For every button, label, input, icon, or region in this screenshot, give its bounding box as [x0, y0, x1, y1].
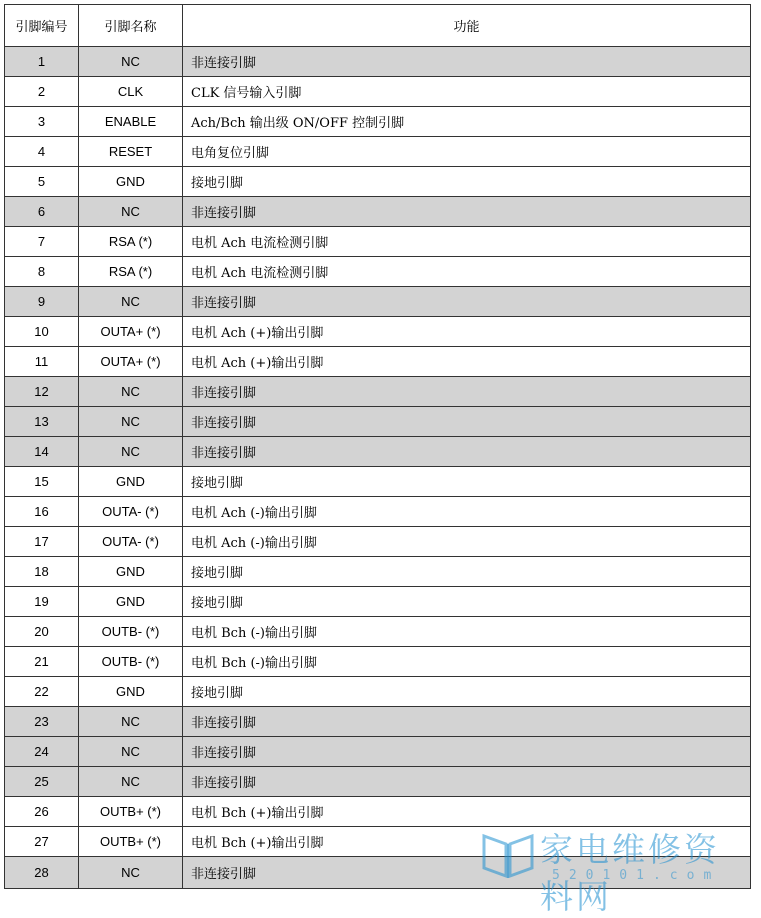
- pin-number-cell: 14: [5, 437, 79, 467]
- table-row: [5, 317, 751, 347]
- pin-name-cell: OUTA+ (*): [79, 347, 183, 377]
- function-cell: 非连接引脚: [183, 767, 751, 797]
- function-cell: 非连接引脚: [183, 707, 751, 737]
- pin-number-cell: 20: [5, 617, 79, 647]
- table-row: [5, 77, 751, 107]
- pin-number-cell: 18: [5, 557, 79, 587]
- pin-name-cell: RSA (*): [79, 257, 183, 287]
- pin-name-cell: OUTB- (*): [79, 647, 183, 677]
- pin-number-cell: 3: [5, 107, 79, 137]
- pin-name-cell: GND: [79, 677, 183, 707]
- table-row: [5, 647, 751, 677]
- pin-name-cell: GND: [79, 467, 183, 497]
- pin-number-cell: 16: [5, 497, 79, 527]
- table-row: [5, 47, 751, 77]
- pin-name-cell: GND: [79, 587, 183, 617]
- function-cell: 接地引脚: [183, 167, 751, 197]
- header-pin-number: 引脚编号: [5, 5, 79, 47]
- watermark-url: 520101.com: [552, 868, 721, 883]
- function-cell: 非连接引脚: [183, 857, 751, 889]
- function-cell: 电机 Bch (+)输出引脚: [183, 797, 751, 827]
- table-row: [5, 437, 751, 467]
- pin-number-cell: 6: [5, 197, 79, 227]
- table-row: [5, 287, 751, 317]
- function-cell: 电机 Ach (-)输出引脚: [183, 497, 751, 527]
- header-pin-name: 引脚名称: [79, 5, 183, 47]
- table-row: [5, 587, 751, 617]
- pin-table: [4, 4, 751, 889]
- pin-name-cell: ENABLE: [79, 107, 183, 137]
- function-cell: 接地引脚: [183, 467, 751, 497]
- function-cell: 非连接引脚: [183, 737, 751, 767]
- pin-number-cell: 7: [5, 227, 79, 257]
- pin-number-cell: 21: [5, 647, 79, 677]
- pin-number-cell: 2: [5, 77, 79, 107]
- function-cell: 电机 Bch (-)输出引脚: [183, 617, 751, 647]
- function-cell: 电角复位引脚: [183, 137, 751, 167]
- pin-number-cell: 15: [5, 467, 79, 497]
- function-cell: 电机 Ach (+)输出引脚: [183, 317, 751, 347]
- watermark-title: 家电维修资料网: [540, 830, 720, 916]
- pin-name-cell: NC: [79, 767, 183, 797]
- function-cell: 电机 Ach (+)输出引脚: [183, 347, 751, 377]
- function-cell: 接地引脚: [183, 587, 751, 617]
- pin-name-cell: NC: [79, 707, 183, 737]
- pin-number-cell: 1: [5, 47, 79, 77]
- function-cell: 非连接引脚: [183, 197, 751, 227]
- pin-name-cell: NC: [79, 47, 183, 77]
- table-row: [5, 107, 751, 137]
- pin-number-cell: 22: [5, 677, 79, 707]
- table-row: [5, 617, 751, 647]
- table-row: [5, 857, 751, 889]
- table-row: [5, 737, 751, 767]
- pin-name-cell: CLK: [79, 77, 183, 107]
- function-cell: 非连接引脚: [183, 377, 751, 407]
- function-cell: 电机 Bch (+)输出引脚: [183, 827, 751, 857]
- table-row: [5, 347, 751, 377]
- table-row: [5, 557, 751, 587]
- table-row: [5, 527, 751, 557]
- function-cell: 非连接引脚: [183, 287, 751, 317]
- table-row: [5, 227, 751, 257]
- pin-number-cell: 28: [5, 857, 79, 889]
- pin-name-cell: OUTB+ (*): [79, 797, 183, 827]
- function-cell: 非连接引脚: [183, 47, 751, 77]
- pin-number-cell: 10: [5, 317, 79, 347]
- pin-number-cell: 23: [5, 707, 79, 737]
- table-row: [5, 497, 751, 527]
- pin-number-cell: 25: [5, 767, 79, 797]
- pin-name-cell: RESET: [79, 137, 183, 167]
- table-row: [5, 197, 751, 227]
- pin-number-cell: 9: [5, 287, 79, 317]
- pin-name-cell: GND: [79, 557, 183, 587]
- pin-number-cell: 19: [5, 587, 79, 617]
- table-row: [5, 707, 751, 737]
- table-row: [5, 677, 751, 707]
- pin-name-cell: OUTA- (*): [79, 497, 183, 527]
- pin-name-cell: NC: [79, 377, 183, 407]
- function-cell: CLK 信号输入引脚: [183, 77, 751, 107]
- header-row: [5, 5, 751, 47]
- function-cell: Ach/Bch 输出级 ON/OFF 控制引脚: [183, 107, 751, 137]
- table-row: [5, 827, 751, 857]
- pin-number-cell: 11: [5, 347, 79, 377]
- pin-name-cell: NC: [79, 197, 183, 227]
- function-cell: 非连接引脚: [183, 437, 751, 467]
- pin-name-cell: OUTA+ (*): [79, 317, 183, 347]
- function-cell: 接地引脚: [183, 557, 751, 587]
- table-row: [5, 467, 751, 497]
- pin-number-cell: 24: [5, 737, 79, 767]
- pin-name-cell: NC: [79, 407, 183, 437]
- table-row: [5, 797, 751, 827]
- pin-name-cell: NC: [79, 737, 183, 767]
- pin-name-cell: GND: [79, 167, 183, 197]
- table-row: [5, 137, 751, 167]
- table-body: [5, 47, 751, 889]
- pin-number-cell: 27: [5, 827, 79, 857]
- pin-number-cell: 8: [5, 257, 79, 287]
- function-cell: 电机 Bch (-)输出引脚: [183, 647, 751, 677]
- pin-number-cell: 12: [5, 377, 79, 407]
- table-row: [5, 167, 751, 197]
- pin-name-cell: NC: [79, 857, 183, 889]
- pin-number-cell: 13: [5, 407, 79, 437]
- pin-number-cell: 26: [5, 797, 79, 827]
- function-cell: 非连接引脚: [183, 407, 751, 437]
- pin-name-cell: NC: [79, 437, 183, 467]
- table-row: [5, 377, 751, 407]
- pin-name-cell: OUTA- (*): [79, 527, 183, 557]
- pin-name-cell: RSA (*): [79, 227, 183, 257]
- table-row: [5, 407, 751, 437]
- pin-number-cell: 5: [5, 167, 79, 197]
- table-row: [5, 257, 751, 287]
- pin-number-cell: 17: [5, 527, 79, 557]
- function-cell: 接地引脚: [183, 677, 751, 707]
- pin-name-cell: OUTB- (*): [79, 617, 183, 647]
- function-cell: 电机 Ach 电流检测引脚: [183, 257, 751, 287]
- function-cell: 电机 Ach (-)输出引脚: [183, 527, 751, 557]
- pin-name-cell: OUTB+ (*): [79, 827, 183, 857]
- header-function: 功能: [183, 5, 751, 47]
- pin-number-cell: 4: [5, 137, 79, 167]
- function-cell: 电机 Ach 电流检测引脚: [183, 227, 751, 257]
- table-row: [5, 767, 751, 797]
- pin-name-cell: NC: [79, 287, 183, 317]
